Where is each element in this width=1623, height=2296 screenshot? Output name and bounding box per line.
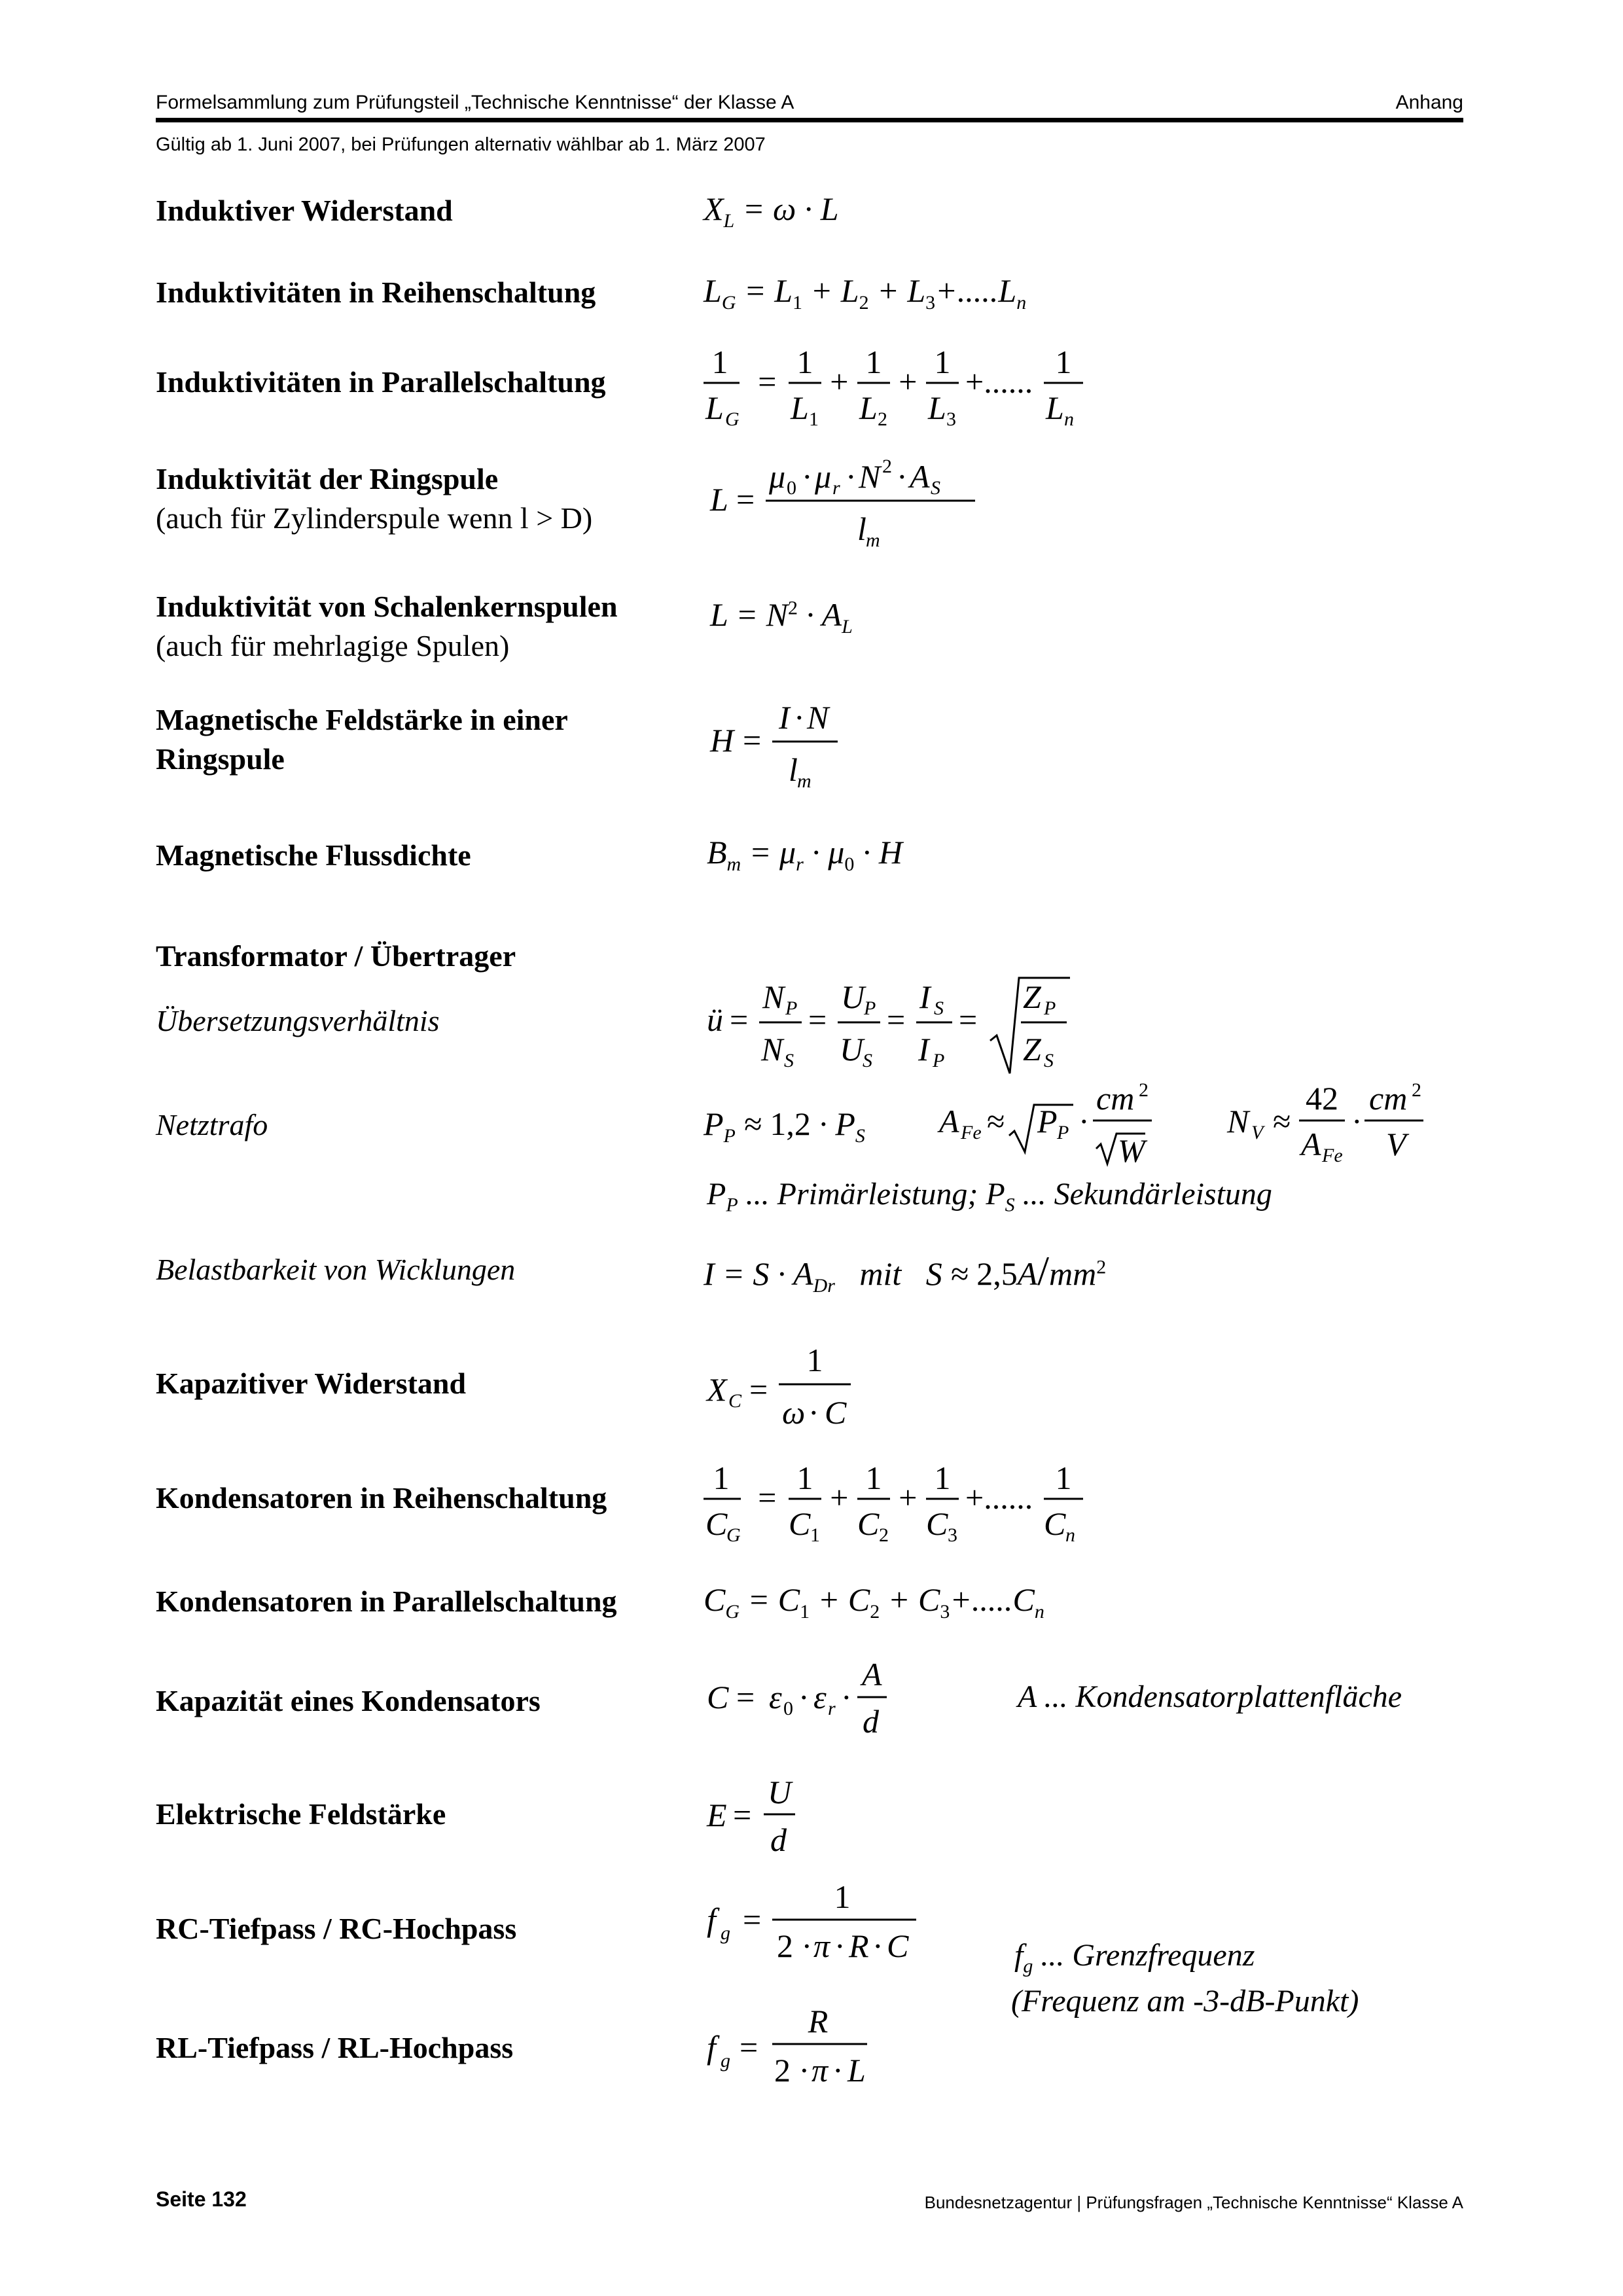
svg-text:R: R xyxy=(808,2003,829,2039)
svg-text:2: 2 xyxy=(1412,1079,1421,1101)
svg-text:1: 1 xyxy=(865,1460,882,1496)
svg-text:N: N xyxy=(762,978,785,1015)
label-flussdichte: Magnetische Flussdichte xyxy=(156,838,471,872)
header-section: Anhang xyxy=(1395,92,1463,113)
label-kondensatoren-reihe: Kondensatoren in Reihenschaltung xyxy=(156,1481,607,1515)
svg-text:+......: +...... xyxy=(965,363,1033,400)
label-kondensatoren-parallel: Kondensatoren in Parallelschaltung xyxy=(156,1585,617,1618)
formula-rc-pass xyxy=(704,1882,926,1980)
formula-elektrische-feldstaerke xyxy=(704,1767,834,1865)
svg-text:=: = xyxy=(959,1001,978,1038)
svg-text:μ: μ xyxy=(769,458,786,495)
svg-text:·: · xyxy=(872,1928,883,1964)
svg-text:=: = xyxy=(756,363,778,400)
svg-text:L: L xyxy=(710,481,728,518)
svg-text:≈: ≈ xyxy=(987,1103,1005,1139)
svg-text:0: 0 xyxy=(783,1698,793,1719)
formula-feldstaerke xyxy=(707,692,864,797)
svg-text:C: C xyxy=(789,1505,811,1542)
svg-text:L: L xyxy=(928,389,946,426)
formula-induktiver-widerstand: $X_L = \omega \cdot L$ xyxy=(704,190,839,232)
svg-text:f: f xyxy=(707,1901,716,1938)
label-rc-pass: RC-Tiefpass / RC-Hochpass xyxy=(156,1912,517,1945)
svg-text:+: + xyxy=(897,363,919,400)
svg-text:U: U xyxy=(768,1774,792,1810)
note-kapazitaet: A ... Kondensatorplattenfläche xyxy=(1018,1679,1402,1714)
svg-text:P: P xyxy=(1044,997,1056,1019)
svg-text:I: I xyxy=(918,1031,929,1067)
svg-text:1: 1 xyxy=(796,344,813,380)
svg-text:1: 1 xyxy=(809,408,819,430)
label-feldstaerke: Magnetische Feldstärke in einer xyxy=(156,703,568,736)
svg-text:+: + xyxy=(828,1479,850,1516)
svg-text:P: P xyxy=(1057,1122,1069,1143)
svg-text:C: C xyxy=(887,1928,909,1964)
svg-text:L: L xyxy=(1046,389,1064,426)
svg-text:L: L xyxy=(705,389,724,426)
svg-text:ε: ε xyxy=(769,1679,782,1715)
svg-text:L: L xyxy=(847,2052,866,2089)
header-rule xyxy=(156,118,1463,122)
svg-text:1: 1 xyxy=(713,1460,730,1496)
svg-text:I: I xyxy=(919,978,931,1015)
svg-text:d: d xyxy=(770,1821,787,1858)
svg-text:n: n xyxy=(1064,408,1074,430)
formula-kondensatoren-reihe xyxy=(700,1453,1106,1551)
svg-text:=: = xyxy=(730,1001,749,1038)
svg-text:C: C xyxy=(857,1505,880,1542)
svg-text:1: 1 xyxy=(934,1460,951,1496)
svg-text:P: P xyxy=(785,997,798,1019)
svg-text:·: · xyxy=(1351,1103,1363,1139)
svg-text:g: g xyxy=(721,2050,730,2072)
svg-text:·: · xyxy=(841,1679,852,1715)
svg-text:Z: Z xyxy=(1023,978,1041,1015)
svg-text:·: · xyxy=(802,458,813,495)
svg-text:1: 1 xyxy=(796,1460,813,1496)
svg-text:1: 1 xyxy=(1055,1460,1072,1496)
svg-text:2: 2 xyxy=(879,1524,889,1546)
svg-text:Z: Z xyxy=(1023,1031,1041,1067)
svg-text:=: = xyxy=(733,1797,752,1833)
svg-text:C: C xyxy=(707,1679,729,1715)
svg-text:G: G xyxy=(726,1524,741,1546)
label-rl-pass: RL-Tiefpass / RL-Hochpass xyxy=(156,2031,514,2064)
svg-text:m: m xyxy=(797,770,812,792)
label-feldstaerke-2: Ringspule xyxy=(156,742,285,776)
svg-text:C: C xyxy=(926,1505,948,1542)
formula-ringspule xyxy=(707,452,995,556)
svg-text:N: N xyxy=(761,1031,783,1067)
svg-text:·: · xyxy=(798,1679,810,1715)
svg-text:ü: ü xyxy=(707,1001,723,1038)
formula-kapazitaet xyxy=(704,1653,913,1751)
svg-text:P: P xyxy=(1037,1103,1058,1139)
svg-text:S: S xyxy=(863,1050,872,1071)
formula-flussdichte: $B_m = \mu_r \cdot \mu_0 \cdot H$ xyxy=(707,834,902,875)
header-title: Formelsammlung zum Prüfungsteil „Technische Kenntnisse“ der Klasse A xyxy=(156,92,794,113)
label-induktivitaeten-parallel: Induktivitäten in Parallelschaltung xyxy=(156,365,606,399)
svg-text:L: L xyxy=(859,389,878,426)
label-uebersetzung: Übersetzungsverhältnis xyxy=(156,1004,440,1037)
svg-text:g: g xyxy=(721,1922,730,1944)
svg-text:=: = xyxy=(756,1479,778,1516)
formula-induktivitaeten-parallel xyxy=(700,337,1106,435)
label-kapazitiver-widerstand: Kapazitiver Widerstand xyxy=(156,1367,467,1400)
svg-text:π: π xyxy=(812,2052,829,2089)
svg-text:R: R xyxy=(849,1928,869,1964)
svg-text:42: 42 xyxy=(1306,1080,1338,1117)
header-validity: Gültig ab 1. Juni 2007, bei Prüfungen alternativ wählbar ab 1. März 2007 xyxy=(156,134,766,155)
svg-text:W: W xyxy=(1118,1132,1145,1169)
svg-text:N: N xyxy=(1227,1103,1249,1139)
label-ringspule-sub: (auch für Zylinderspule wenn l > D) xyxy=(156,501,593,535)
note-netztrafo: $P_P$ ... Primärleistung; $P_S$ ... Sekundärleistung xyxy=(707,1177,1272,1216)
svg-text:1: 1 xyxy=(806,1342,823,1378)
svg-text:+......: +...... xyxy=(965,1479,1033,1516)
svg-text:C: C xyxy=(825,1394,847,1431)
note-grenzfrequenz-2: (Frequenz am -3-dB-Punkt) xyxy=(1011,1984,1359,2018)
svg-text:C: C xyxy=(1044,1505,1066,1542)
label-ringspule: Induktivität der Ringspule xyxy=(156,462,499,495)
svg-text:=: = xyxy=(740,2029,758,2066)
svg-text:U: U xyxy=(841,978,865,1015)
svg-text:P: P xyxy=(864,997,876,1019)
svg-text:S: S xyxy=(784,1050,794,1071)
svg-text:P: P xyxy=(933,1050,945,1071)
label-kapazitaet: Kapazität eines Kondensators xyxy=(156,1684,541,1717)
formula-induktivitaeten-reihe: $L_G = L_1 + L_2 + L_3+.....L_n$ xyxy=(704,272,1027,314)
svg-text:≈: ≈ xyxy=(1273,1103,1291,1139)
svg-text:Fe: Fe xyxy=(961,1122,982,1143)
svg-text:1: 1 xyxy=(834,1882,851,1915)
svg-text:f: f xyxy=(707,2029,716,2066)
formula-uebersetzung xyxy=(704,969,1083,1080)
formula-kondensatoren-parallel: $C_G = C_1 + C_2 + C_3+.....C_n$ xyxy=(704,1581,1044,1623)
svg-text:C: C xyxy=(705,1505,728,1542)
svg-text:2 ·: 2 · xyxy=(777,1928,813,1964)
svg-text:S: S xyxy=(1044,1050,1054,1071)
svg-text:=: = xyxy=(749,1371,768,1408)
formula-schalenkern: $L = N^2 \cdot A_L$ xyxy=(710,596,853,637)
svg-text:·: · xyxy=(834,1928,846,1964)
svg-text:·: · xyxy=(1079,1103,1090,1139)
svg-text:cm: cm xyxy=(1096,1080,1135,1117)
svg-text:3: 3 xyxy=(948,1524,957,1546)
label-induktiver-widerstand: Induktiver Widerstand xyxy=(156,194,453,227)
svg-text:X: X xyxy=(707,1371,727,1408)
svg-text:N: N xyxy=(807,699,829,736)
svg-text:r: r xyxy=(828,1698,836,1719)
svg-text:C: C xyxy=(728,1390,742,1412)
label-schalenkern-sub: (auch für mehrlagige Spulen) xyxy=(156,629,510,662)
label-transformator: Transformator / Übertrager xyxy=(156,939,516,973)
svg-text:π: π xyxy=(813,1928,830,1964)
svg-text:2: 2 xyxy=(1139,1079,1149,1101)
svg-text:m: m xyxy=(866,529,880,551)
svg-text:0: 0 xyxy=(787,477,796,499)
svg-text:=: = xyxy=(736,1679,755,1715)
svg-text:l: l xyxy=(857,511,866,547)
svg-text:=: = xyxy=(887,1001,906,1038)
svg-text:n: n xyxy=(1065,1524,1075,1546)
svg-text:+: + xyxy=(828,363,850,400)
svg-text:V: V xyxy=(1251,1122,1264,1143)
formula-netztrafo-nv xyxy=(1224,1073,1446,1172)
svg-text:μ: μ xyxy=(815,458,832,495)
svg-text:cm: cm xyxy=(1369,1080,1408,1117)
svg-text:U: U xyxy=(840,1031,864,1067)
svg-text:·: · xyxy=(897,458,908,495)
svg-text:1: 1 xyxy=(810,1524,820,1546)
formula-rl-pass xyxy=(704,2000,900,2098)
svg-text:A: A xyxy=(1301,1126,1321,1162)
svg-text:2: 2 xyxy=(882,456,892,477)
svg-text:=: = xyxy=(736,481,755,518)
svg-text:·: · xyxy=(832,2052,844,2089)
note-grenzfrequenz: $f_g$ ... Grenzfrequenz xyxy=(1014,1938,1255,1977)
svg-text:1: 1 xyxy=(934,344,951,380)
svg-text:A: A xyxy=(910,458,930,495)
svg-text:2: 2 xyxy=(878,408,887,430)
svg-text:I: I xyxy=(779,699,790,736)
svg-text:S: S xyxy=(934,997,944,1019)
svg-text:2 ·: 2 · xyxy=(774,2052,810,2089)
footer-page: Seite 132 xyxy=(156,2187,247,2211)
formula-kapazitiver-widerstand xyxy=(704,1335,874,1440)
svg-text:Fe: Fe xyxy=(1322,1145,1343,1166)
svg-text:=: = xyxy=(743,1901,762,1938)
svg-text:1: 1 xyxy=(865,344,882,380)
formula-belastbarkeit: $I = S \cdot A_{Dr}$ mit $S \approx 2,5A/mm^2$ xyxy=(704,1247,1107,1297)
svg-text:H: H xyxy=(710,722,734,759)
svg-text:S: S xyxy=(931,477,940,499)
svg-text:l: l xyxy=(789,751,798,788)
svg-text:N: N xyxy=(859,458,881,495)
svg-text:A: A xyxy=(862,1656,882,1693)
svg-text:L: L xyxy=(791,389,809,426)
svg-text:3: 3 xyxy=(946,408,956,430)
formula-netztrafo-pp: $P_P \approx 1,2 \cdot P_S$ xyxy=(704,1105,865,1147)
svg-text:G: G xyxy=(725,408,740,430)
svg-text:+: + xyxy=(897,1479,919,1516)
svg-text:V: V xyxy=(1386,1126,1406,1162)
svg-text:ε: ε xyxy=(813,1679,827,1715)
svg-text:·: · xyxy=(808,1394,819,1431)
svg-text:d: d xyxy=(863,1703,879,1740)
svg-text:r: r xyxy=(832,477,840,499)
svg-text:=: = xyxy=(808,1001,827,1038)
svg-text:1: 1 xyxy=(711,344,728,380)
svg-text:=: = xyxy=(743,722,762,759)
footer-source: Bundesnetzagentur | Prüfungsfragen „Technische Kenntnisse“ Klasse A xyxy=(924,2193,1463,2212)
svg-text:·: · xyxy=(846,458,857,495)
label-netztrafo: Netztrafo xyxy=(156,1108,268,1141)
svg-text:·: · xyxy=(794,699,805,736)
label-belastbarkeit: Belastbarkeit von Wicklungen xyxy=(156,1253,516,1286)
label-elektrische-feldstaerke: Elektrische Feldstärke xyxy=(156,1797,446,1831)
label-induktivitaeten-reihe: Induktivitäten in Reihenschaltung xyxy=(156,276,596,309)
formula-netztrafo-afe xyxy=(936,1073,1185,1172)
svg-text:1: 1 xyxy=(1055,344,1072,380)
svg-text:E: E xyxy=(707,1797,727,1833)
label-schalenkern: Induktivität von Schalenkernspulen xyxy=(156,590,618,623)
svg-text:A: A xyxy=(939,1103,959,1139)
svg-text:ω: ω xyxy=(782,1394,806,1431)
